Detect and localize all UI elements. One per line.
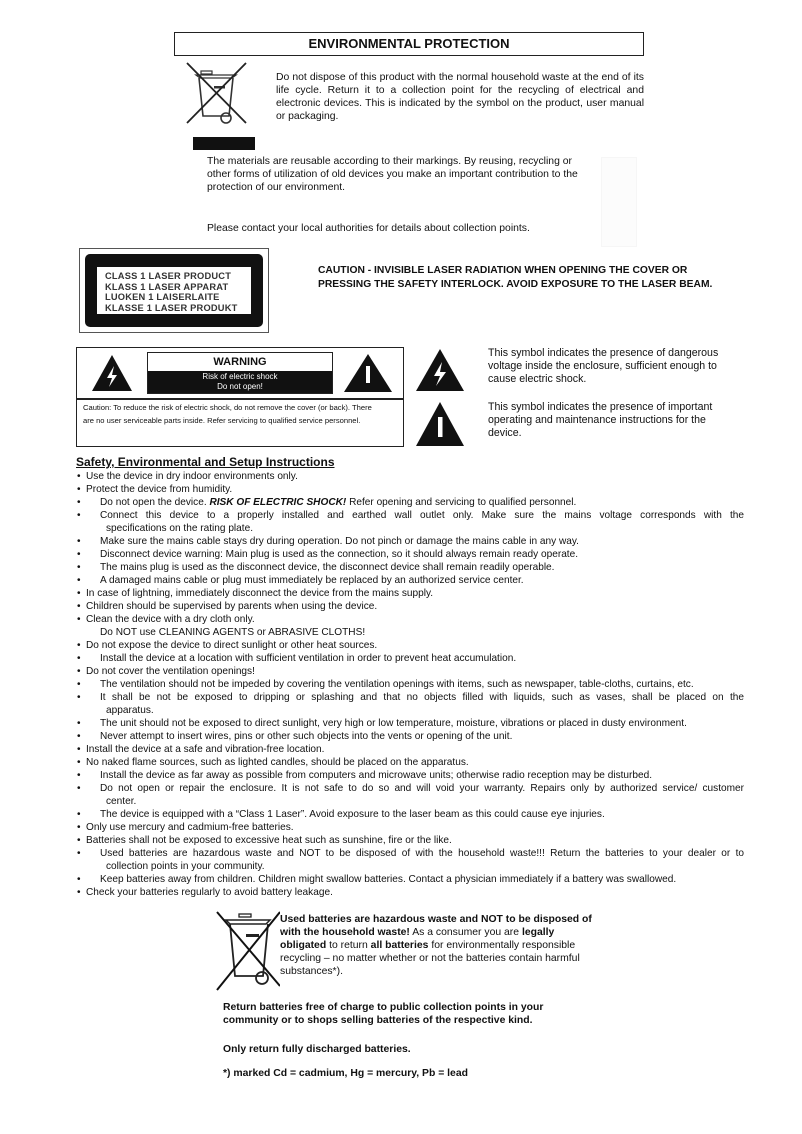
- laser-label-line: KLASSE 1 LASER PRODUKT: [105, 302, 238, 313]
- laser-label-line: LUOKEN 1 LAISERLAITE: [105, 292, 220, 303]
- list-item: • Only use mercury and cadmium-free batteries.: [76, 821, 744, 834]
- exclamation-triangle-icon: [343, 353, 393, 398]
- list-item: • Never attempt to insert wires, pins or other such objects into the vents or opening of the unit.: [76, 730, 744, 743]
- laser-class-label: [79, 248, 269, 333]
- list-item: • Use the device in dry indoor environments only.: [76, 470, 744, 483]
- list-item: • Used batteries are hazardous waste and NOT to be disposed of with the household waste!!! Return the batteries to your dealer or to collection points in your community.: [76, 847, 744, 873]
- symbol-instructions-text: This symbol indicates the presence of important operating and maintenance instructions for the device.: [488, 401, 713, 439]
- laser-label-line: KLASS 1 LASER APPARAT: [105, 281, 229, 292]
- warning-caution-line2: are no user serviceable parts inside. Refer servicing to qualified service personnel.: [83, 416, 361, 425]
- warning-heading: WARNING: [213, 356, 267, 368]
- warning-sub-line1: Risk of electric shock: [202, 372, 278, 381]
- list-item: • Make sure the mains cable stays dry during operation. Do not pinch or damage the mains cable in any way.: [76, 535, 744, 548]
- list-item: • It shall be not be exposed to dripping or splashing and that no objects filled with liquids, such as vases, shall be placed on the apparatus.: [76, 691, 744, 717]
- warning-sub-line2: Do not open!: [217, 381, 263, 391]
- battery-return-text: Return batteries free of charge to public collection points in your community or to shops selling batteries of the respective kind.: [223, 1002, 544, 1026]
- list-item: • Disconnect device warning: Main plug is used as the connection, so it should always remain ready operate.: [76, 548, 744, 561]
- lightning-triangle-icon: [415, 348, 465, 397]
- laser-caution-line1: CAUTION - INVISIBLE LASER RADIATION WHEN OPENING THE COVER OR: [318, 265, 688, 276]
- battery-footnote: *) marked Cd = cadmium, Hg = mercury, Pb = lead: [223, 1068, 468, 1079]
- list-item: • Check your batteries regularly to avoid battery leakage.: [76, 886, 744, 899]
- page-title: ENVIRONMENTAL PROTECTION: [174, 32, 644, 56]
- list-item: • A damaged mains cable or plug must immediately be replaced by an authorized service center.: [76, 574, 744, 587]
- laser-caution: [318, 264, 748, 292]
- list-item: • Do not cover the ventilation openings!: [76, 665, 744, 678]
- warning-caution-line1: Caution: To reduce the risk of electric shock, do not remove the cover (or back). There: [83, 403, 372, 412]
- safety-section-title: Safety, Environmental and Setup Instructions: [76, 455, 335, 469]
- list-item: • The ventilation should not be impeded by covering the ventilation openings with items, such as newspaper, table-cloths, curtains, etc.: [76, 678, 744, 691]
- warning-label-box: [76, 347, 404, 447]
- battery-discharged-text: Only return fully discharged batteries.: [223, 1044, 411, 1055]
- list-item: • Install the device at a safe and vibration-free location.: [76, 743, 744, 756]
- list-item: • The unit should not be exposed to direct sunlight, very high or low temperature, moisture, vibrations or placed in dusty environment.: [76, 717, 744, 730]
- list-item: • No naked flame sources, such as lighted candles, should be placed on the apparatus.: [76, 756, 744, 769]
- list-item: • Do not open the device. RISK OF ELECTRIC SHOCK! Refer opening and servicing to qualified personnel.: [76, 496, 744, 509]
- symbol-voltage-text: This symbol indicates the presence of dangerous voltage inside the enclosure, sufficient enough to cause electric shock.: [488, 347, 719, 385]
- battery-disposal-text: Used batteries are hazardous waste and NOT to be disposed of with the household waste! As a consumer you are legally obligated to return all batteries for environmentally responsible recycling – no matter whether or not the batteries contain harmful substances*).: [280, 914, 592, 977]
- list-item: • The device is equipped with a “Class 1 Laser”. Avoid exposure to the laser beam as this could cause eye injuries.: [76, 808, 744, 821]
- list-item: • Install the device at a location with sufficient ventilation in order to prevent heat accumulation.: [76, 652, 744, 665]
- list-item: • Children should be supervised by parents when using the device.: [76, 600, 744, 613]
- crossed-out-wheelie-bin-icon: [184, 60, 256, 150]
- safety-list: [76, 470, 744, 899]
- list-item: • In case of lightning, immediately disconnect the device from the mains supply.: [76, 587, 744, 600]
- list-item: • Protect the device from humidity.: [76, 483, 744, 496]
- materials-text: The materials are reusable according to their markings. By reusing, recycling or other forms of utilization of old devices you make an important contribution to the protection of our environment.: [207, 156, 578, 193]
- list-item: • Install the device as far away as possible from computers and microwave units; otherwise radio reception may be disturbed.: [76, 769, 744, 782]
- warning-caution-text: [83, 401, 397, 427]
- list-item: • Keep batteries away from children. Children might swallow batteries. Contact a physician immediately if a battery was swallowed.: [76, 873, 744, 886]
- exclamation-triangle-icon: [415, 401, 465, 452]
- warning-label: [147, 352, 333, 394]
- list-item: • The mains plug is used as the disconnect device, the disconnect device shall remain readily operable.: [76, 561, 744, 574]
- laser-caution-line2: PRESSING THE SAFETY INTERLOCK. AVOID EXPOSURE TO THE LASER BEAM.: [318, 279, 713, 290]
- list-item: • Batteries shall not be exposed to excessive heat such as sunshine, fire or the like.: [76, 834, 744, 847]
- dispose-text: Do not dispose of this product with the normal household waste at the end of its life cycle. Return it to a collection point for the recycling of electrical and electronic devices. This is indicated by the symbol on the product, user manual or packaging.: [276, 72, 644, 122]
- laser-label-line: CLASS 1 LASER PRODUCT: [105, 271, 232, 281]
- crossed-out-wheelie-bin-icon: [212, 910, 280, 997]
- list-item: • Connect this device to a properly installed and earthed wall outlet only. Make sure the mains voltage corresponds with the specifications on the rating plate.: [76, 509, 744, 535]
- contact-text: Please contact your local authorities for details about collection points.: [207, 223, 530, 234]
- list-item: • Do not expose the device to direct sunlight or other heat sources.: [76, 639, 744, 652]
- lightning-triangle-icon: [91, 354, 133, 397]
- list-item: • Do not open or repair the enclosure. It is not safe to do so and will void your warranty. Repairs only by authorized service/ customer center.: [76, 782, 744, 808]
- list-item: • Clean the device with a dry cloth only. Do NOT use CLEANING AGENTS or ABRASIVE CLOTHS!: [76, 613, 744, 639]
